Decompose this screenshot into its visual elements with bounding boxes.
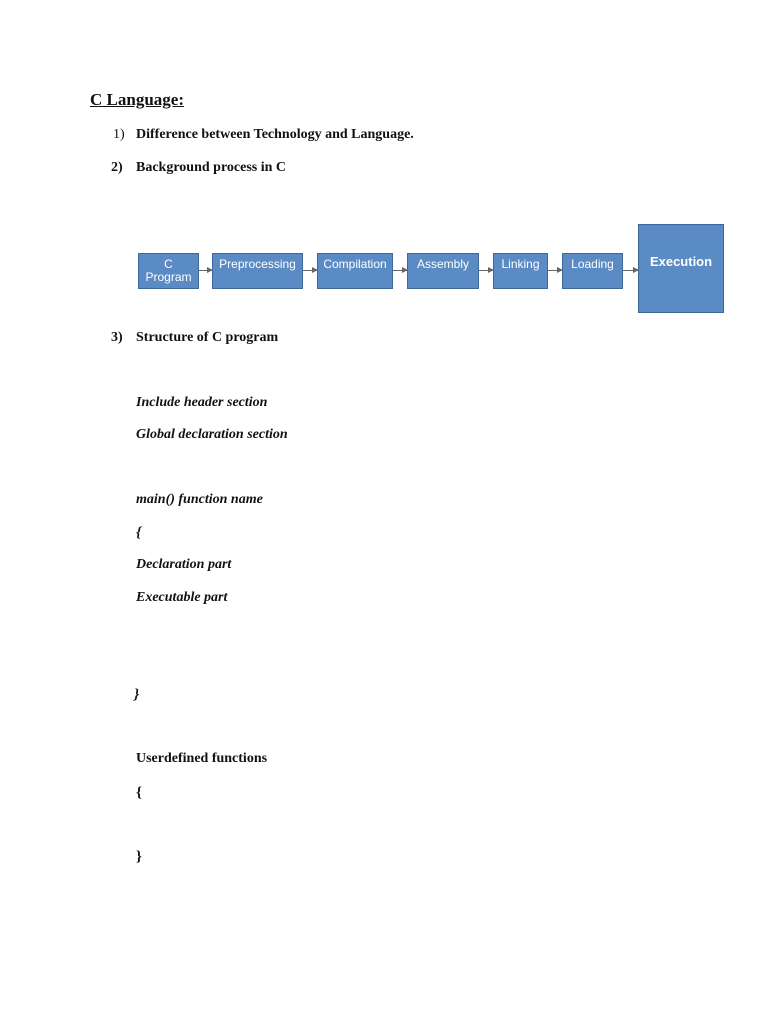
flow-step-execution: Execution: [638, 224, 724, 313]
list-number-1: 1): [113, 127, 125, 142]
userdefined-open-brace: {: [136, 785, 142, 801]
structure-main-function: main() function name: [136, 492, 263, 507]
flow-arrow-icon: [393, 270, 407, 271]
flow-step-c-program: C Program: [138, 253, 199, 289]
list-item-structure: Structure of C program: [136, 330, 279, 345]
structure-declaration-part: Declaration part: [136, 557, 232, 572]
structure-close-brace: }: [134, 687, 140, 703]
userdefined-close-brace: }: [136, 849, 142, 865]
structure-userdefined-functions: Userdefined functions: [136, 751, 268, 766]
list-number-2: 2): [111, 160, 123, 175]
flow-arrow-icon: [303, 270, 317, 271]
flow-step-loading: Loading: [562, 253, 623, 289]
structure-include-header: Include header section: [136, 395, 268, 410]
flow-step-preprocessing: Preprocessing: [212, 253, 303, 289]
flow-step-compilation: Compilation: [317, 253, 393, 289]
flow-arrow-icon: [199, 270, 212, 271]
page-title: C Language:: [90, 90, 184, 109]
flow-arrow-icon: [548, 270, 562, 271]
structure-executable-part: Executable part: [136, 590, 228, 605]
structure-open-brace: {: [136, 525, 142, 541]
flow-arrow-icon: [623, 270, 638, 271]
flow-step-assembly: Assembly: [407, 253, 479, 289]
flow-arrow-icon: [479, 270, 493, 271]
list-item-background-process: Background process in C: [136, 160, 287, 175]
flow-step-linking: Linking: [493, 253, 548, 289]
list-item-difference: Difference between Technology and Language.: [136, 127, 414, 142]
structure-global-declaration: Global declaration section: [136, 427, 288, 442]
list-number-3: 3): [111, 330, 123, 345]
